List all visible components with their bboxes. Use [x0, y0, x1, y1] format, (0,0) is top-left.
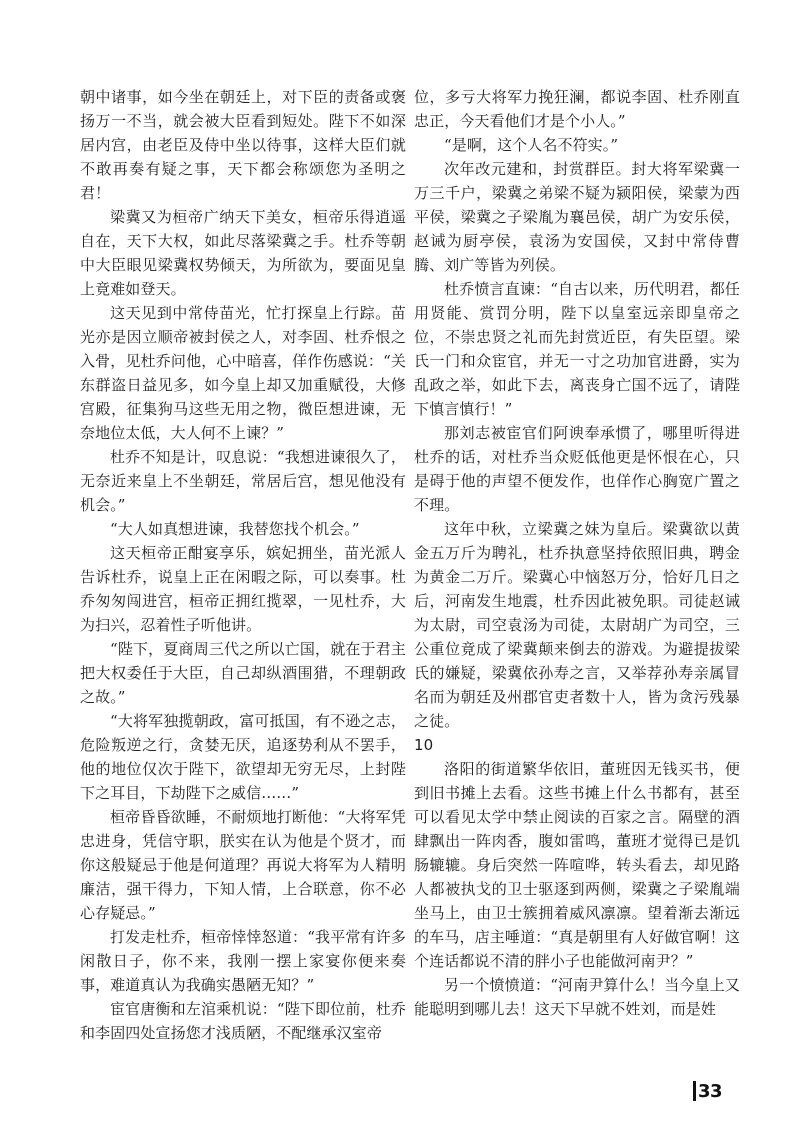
- page-number-block: [693, 1080, 722, 1102]
- right-text-column: [414, 85, 740, 1021]
- paragraph: 那刘志被宦官们阿谀奉承惯了，哪里听得进杜乔的话，对杜乔当众贬低他更是怀恨在心，只是碍于他的声望不便发作，也佯作心胸宽广置之不理。: [414, 424, 740, 514]
- paragraph: 位，多亏大将军力挽狂澜，都说李固、杜乔刚直忠正，今天看他们才是个小人。”: [414, 88, 740, 130]
- paragraph: “陛下，夏商周三代之所以亡国，就在于君主把大权委任于大臣，自己却纵酒围猎，不理朝政之故。”: [80, 640, 406, 706]
- paragraph: 这天桓帝正酣宴享乐，嫔妃拥坐，苗光派人告诉杜乔，说皇上正在闲暇之际，可以奏事。杜乔匆匆闯进宫，桓帝正拥红揽翠，一见杜乔，大为扫兴，忍着性子听他讲。: [80, 544, 406, 634]
- paragraph: 次年改元建和，封赏群臣。封大将军梁冀一万三千户，梁冀之弟梁不疑为颍阳侯，梁蒙为西平侯，梁冀之子梁胤为襄邑侯，胡广为安乐侯，赵诫为厨亭侯，袁汤为安国侯，又封中常侍曹腾、刘广等皆为列侯。: [414, 160, 740, 274]
- paragraph: “是啊，这个人名不符实。”: [444, 136, 619, 154]
- paragraph: “大人如真想进谏，我替您找个机会。”: [110, 520, 360, 538]
- paragraph: 打发走杜乔，桓帝悻悻怒道：“我平常有许多闲散日子，你不来，我刚一摆上家宴你便来奏事，难道真认为我确实愚陋无知？”: [80, 928, 406, 994]
- paragraph: 桓帝昏昏欲睡，不耐烦地打断他：“大将军凭忠进身，凭信守职，朕实在认为他是个贤才，而你这般疑忌于他是何道理？再说大将军为人精明廉洁，强干得力，下知人情，上合联意，你不必心存疑忌。”: [80, 808, 406, 922]
- paragraph: 杜乔愤言直谏：“自古以来，历代明君，都任用贤能、赏罚分明，陛下以皇室远亲即皇帝之位，不崇忠贤之礼而先封赏近臣，有失臣望。梁氏一门和众宦官，并无一寸之功加官进爵，实为乱政之举，如此下去，离丧身亡国不远了，请陛下慎言慎行！”: [414, 280, 740, 418]
- paragraph: “大将军独揽朝政，富可抵国，有不逊之志，危险叛逆之行，贪婪无厌，追逐势利从不罢手，他的地位仅次于陛下，欲望却无穷无尽，上封陛下之耳目，下劫陛下之威信……”: [80, 712, 406, 802]
- paragraph: 洛阳的街道繁华依旧，董班因无钱买书，便到旧书摊上去看。这些书摊上什么书都有，甚至可以看见太学中禁止阅读的百家之言。隔壁的酒肆飘出一阵肉香，腹如雷鸣，董班才觉得已是饥肠辘辘。身后突然一阵喧哗，转头看去，却见路人都被执戈的卫士驱逐到两侧，梁冀之子梁胤端坐马上，由卫士簇拥着威风凛凛。望着渐去渐远的车马，店主唾道：“真是朝里有人好做官啊！这个连话都说不清的胖小子也能做河南尹？”: [414, 760, 740, 970]
- paragraph: 这年中秋，立梁冀之妹为皇后。梁冀欲以黄金五万斤为聘礼，杜乔执意坚持依照旧典，聘金为黄金二万斤。梁冀心中恼怒万分，恰好几日之后，河南发生地震，杜乔因此被免职。司徒赵诫为太尉，司空袁汤为司徒，太尉胡广为司空，三公重位竟成了梁冀颠来倒去的游戏。为避提拔梁氏的嫌疑，梁冀依孙寿之言，又举荐孙寿亲属冒名而为朝廷及州郡官吏者数十人，皆为贪污残暴之徒。: [414, 520, 740, 730]
- section-number: 10: [414, 736, 434, 754]
- paragraph: 杜乔不知是计，叹息说：“我想进谏很久了，无奈近来皇上不坐朝廷，常居后宫，想见他没有机会。”: [80, 448, 406, 514]
- page-number: 33: [698, 1080, 723, 1102]
- paragraph: 朝中诸事，如今坐在朝廷上，对下臣的责备或褒扬万一不当，就会被大臣看到短处。陛下不如深居内宫，由老臣及侍中坐以待事，这样大臣们就不敢再奏有疑之事，天下都会称颂您为圣明之君！: [80, 88, 406, 202]
- left-text-column: [80, 85, 406, 1045]
- paragraph: 另一个愤愤道：“河南尹算什么！当今皇上又能聪明到哪儿去！这天下早就不姓刘，而是姓: [414, 976, 740, 1018]
- paragraph: 这天见到中常侍苗光，忙打探皇上行踪。苗光亦是因立顺帝被封侯之人，对李固、杜乔恨之入骨，见杜乔问他，心中暗喜，佯作伤感说：“关东群盗日益见多，如今皇上却又加重赋役，大修宫殿，征集狗马这些无用之物，微臣想进谏，无奈地位太低，大人何不上谏？”: [80, 304, 406, 442]
- folio-bar: [693, 1081, 696, 1101]
- paragraph: 宦官唐衡和左涫乘机说：“陛下即位前，杜乔和李固四处宣扬您才浅质陋，不配继承汉室帝: [80, 1000, 406, 1042]
- paragraph: 梁冀又为桓帝广纳天下美女，桓帝乐得逍遥自在，天下大权，如此尽落梁冀之手。杜乔等朝中大臣眼见梁冀权势倾天，为所欲为，要面见皇上竟难如登天。: [80, 208, 406, 298]
